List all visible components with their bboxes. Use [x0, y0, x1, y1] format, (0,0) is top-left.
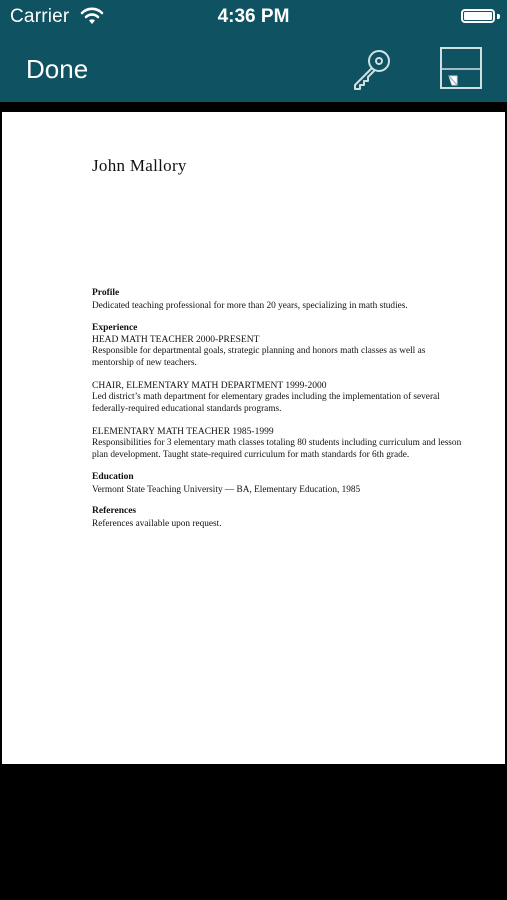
section-text: Vermont State Teaching University — BA, Elementary Education, 1985	[92, 484, 361, 495]
experience-section	[92, 323, 462, 462]
key-icon[interactable]	[346, 44, 398, 94]
entry-text: Responsible for departmental goals, strategic planning and honors math classes as well as mentorship of new teachers.	[92, 345, 426, 368]
references-section	[92, 506, 462, 531]
battery-tip	[497, 14, 500, 19]
section-text: References available upon request.	[92, 519, 222, 529]
entry-text: Responsibilities for 3 elementary math classes totaling 80 students including curriculum and lesson plan development. Taught state-required curriculum for math standards for 6th grade.	[92, 437, 462, 460]
section-heading: Education	[92, 471, 134, 482]
status-bar	[0, 0, 507, 36]
education-section	[92, 472, 462, 497]
done-button[interactable]: Done	[26, 54, 89, 84]
section-heading: References	[92, 506, 137, 516]
section-text: Dedicated teaching professional for more than 20 years, specializing in math studies.	[92, 301, 408, 311]
entry-title: ELEMENTARY MATH TEACHER 1985-1999	[92, 426, 274, 437]
carrier-label: Carrier	[10, 6, 70, 27]
status-time: 4:36 PM	[217, 6, 290, 27]
page-curl-icon[interactable]	[438, 45, 484, 91]
entry-title: CHAIR, ELEMENTARY MATH DEPARTMENT 1999-2000	[92, 380, 327, 391]
resume-name: John Mallory	[92, 156, 187, 175]
experience-entry	[92, 335, 462, 370]
entry-title: HEAD MATH TEACHER 2000-PRESENT	[92, 334, 260, 345]
battery-icon	[461, 9, 495, 23]
top-bar	[0, 0, 507, 102]
toolbar-separator	[0, 102, 507, 112]
document-page[interactable]	[2, 112, 505, 764]
profile-section	[92, 288, 462, 313]
section-heading: Experience	[92, 322, 138, 333]
experience-entry	[92, 381, 462, 416]
document-content	[92, 156, 462, 541]
section-heading: Profile	[92, 288, 120, 298]
experience-entry	[92, 427, 462, 462]
entry-text: Led district’s math department for elementary grades including the implementation of several federally-required educational standards programs.	[92, 391, 440, 414]
navigation-bar	[0, 40, 507, 100]
